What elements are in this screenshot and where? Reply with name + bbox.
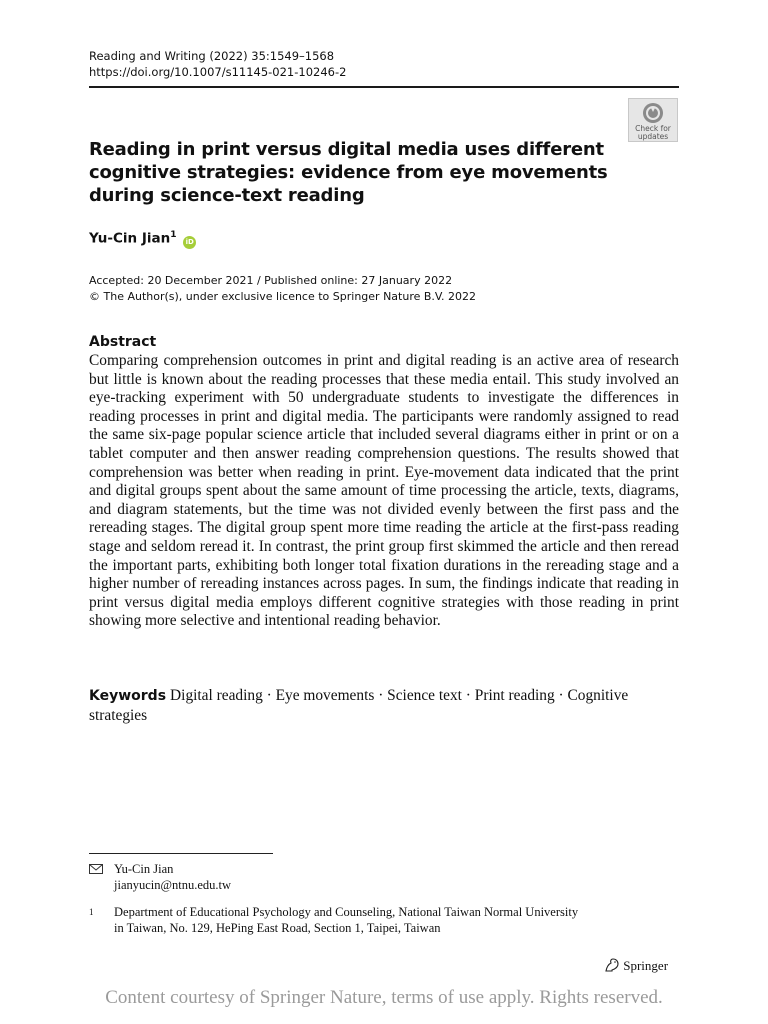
check-for-updates-icon <box>642 102 664 124</box>
abstract-heading: Abstract <box>89 334 157 350</box>
keywords-section <box>89 686 679 725</box>
affiliation-line-1: Department of Educational Psychology and Counseling, National Taiwan Normal University <box>114 905 579 919</box>
badge-line-1: Check for <box>635 124 671 133</box>
copyright-line: © The Author(s), under exclusive licence to Springer Nature B.V. 2022 <box>89 289 477 303</box>
springer-horse-icon <box>604 958 620 972</box>
abstract-body: Comparing comprehension outcomes in print and digital reading is an active area of research but little is known about the reading processes that these media entail. This study involved an eye-tracking experiment with 50 undergraduate students to investigate the differences in reading processes in print and digital media. The participants were randomly assigned to read the same six-page popular science article that included several diagrams either in print or on a tablet computer and then answer reading comprehension questions. The results showed that comprehension was better when reading in print. Eye-movement data indicated that the print and digital groups spent about the same amount of time processing the article, texts, diagrams, and diagram statements, but the time was not divided evenly between the first pass and the rereading stages. The digital group spent more time reading the article at the first-pass reading stage and seldom reread it. In contrast, the print group first skimmed the article and then reread the important parts, exhibiting both longer total fixation durations in the rereading stage and a higher number of rereading instances across pages. In sum, the findings indicate that reading in print versus digital media employs different cognitive strategies with those reading in print showing more selective and intentional reading behavior. <box>89 352 679 630</box>
article-title: Reading in print versus digital media uses different cognitive strategies: evidence from eye movements during science-text reading <box>89 139 608 206</box>
publisher-logo <box>604 958 668 974</box>
envelope-icon <box>89 864 103 874</box>
keywords-label: Keywords <box>89 688 167 704</box>
corresponding-name: Yu-Cin Jian <box>114 862 174 876</box>
courtesy-watermark: Content courtesy of Springer Nature, terms of use apply. Rights reserved. <box>105 987 663 1008</box>
journal-citation: Reading and Writing (2022) 35:1549–1568 <box>89 49 335 63</box>
author-line <box>89 230 196 249</box>
affiliation-line-2: in Taiwan, No. 129, HePing East Road, Section 1, Taipei, Taiwan <box>114 921 441 935</box>
keywords-list: Digital reading · Eye movements · Science text · Print reading · Cognitive strategies <box>89 687 629 724</box>
corresponding-email[interactable]: jianyucin@ntnu.edu.tw <box>114 878 232 892</box>
author-affiliation-marker: 1 <box>170 230 177 240</box>
publication-info <box>89 273 476 304</box>
dates-line: Accepted: 20 December 2021 / Published online: 27 January 2022 <box>89 274 453 287</box>
badge-line-2: updates <box>637 132 669 141</box>
doi-link[interactable]: https://doi.org/10.1007/s11145-021-10246-2 <box>89 65 347 79</box>
affiliation-number: 1 <box>89 907 94 917</box>
publisher-name: Springer <box>623 958 669 973</box>
orcid-icon[interactable]: iD <box>183 236 196 249</box>
journal-header <box>89 48 346 80</box>
author-name[interactable]: Yu-Cin Jian <box>89 230 171 247</box>
check-for-updates-badge[interactable] <box>628 98 678 142</box>
header-rule <box>89 86 679 88</box>
affiliation-footnote <box>89 904 689 936</box>
footnote-rule <box>89 853 273 854</box>
